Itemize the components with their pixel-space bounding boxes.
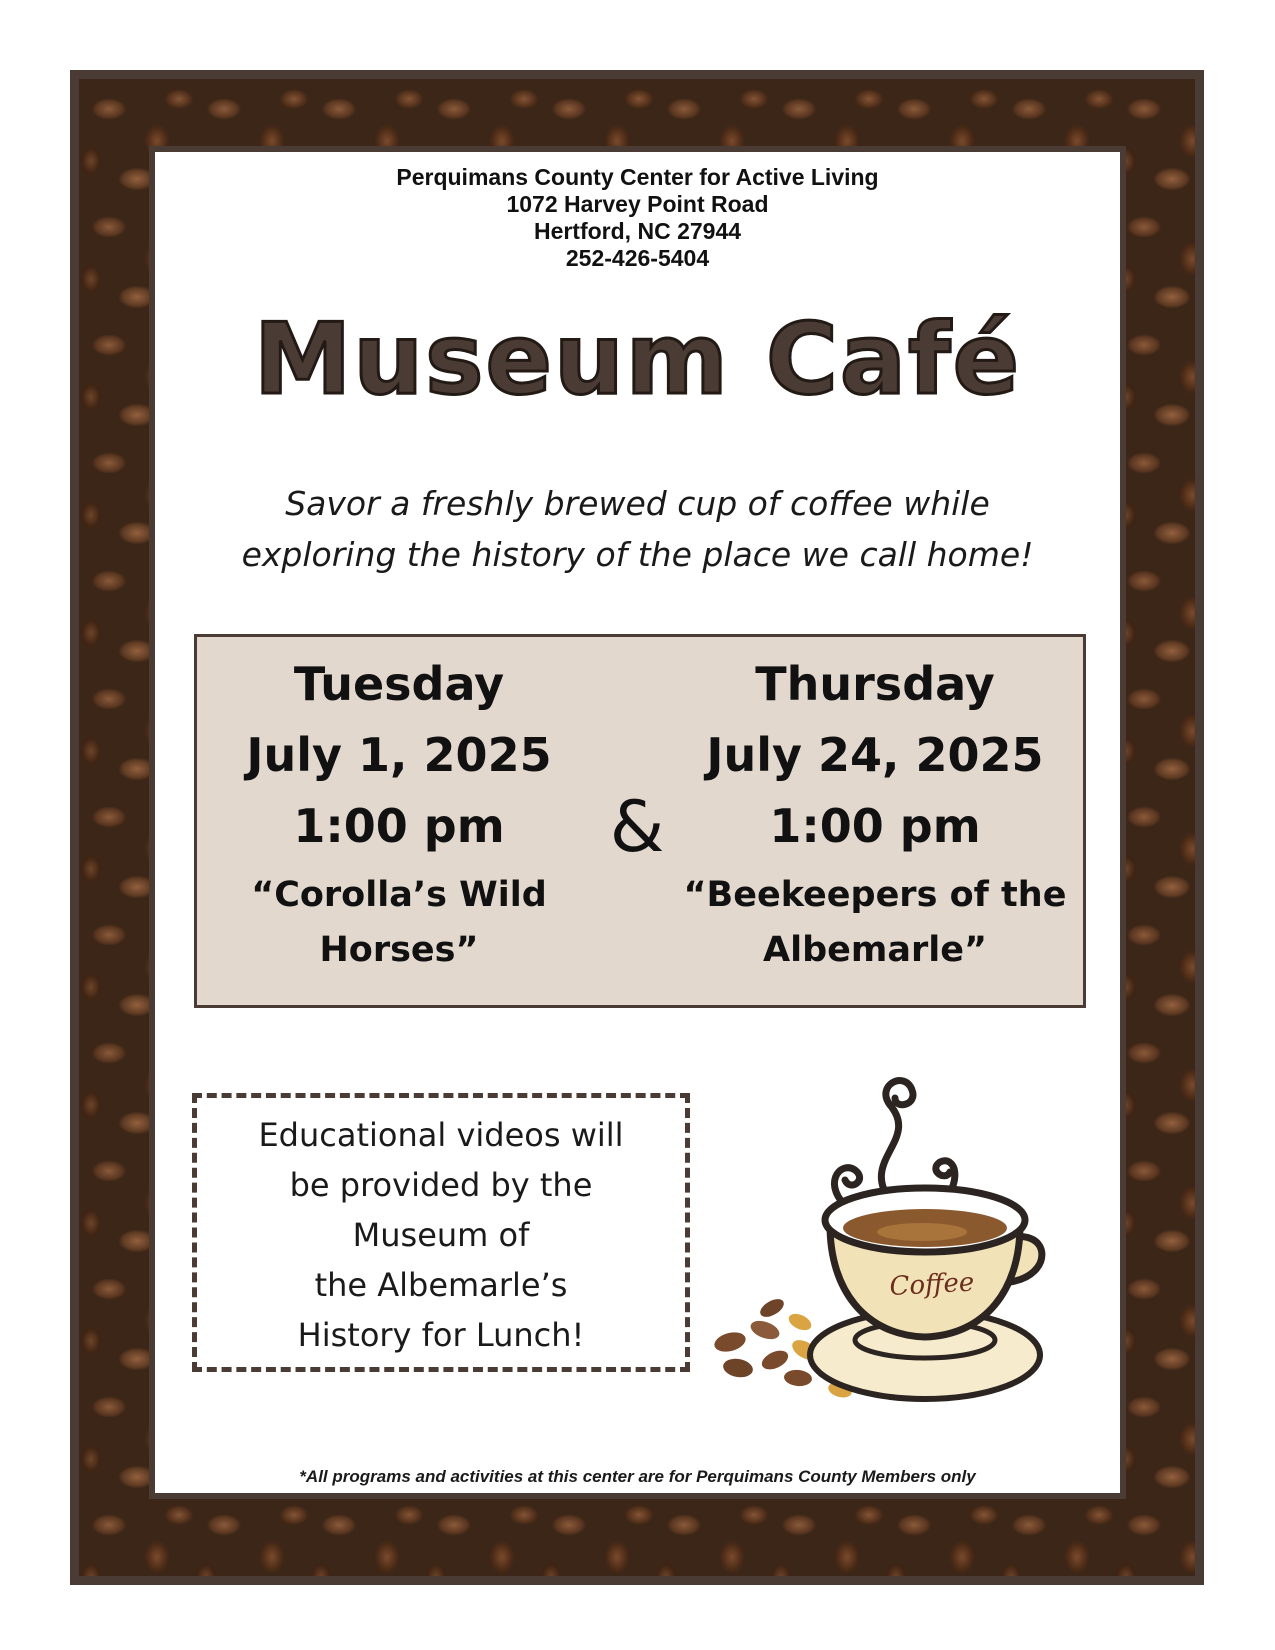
organization-name: Perquimans County Center for Active Living xyxy=(396,164,879,190)
phone-number: 252-426-5404 xyxy=(565,245,710,271)
note-line4: the Albemarle’s xyxy=(314,1266,568,1304)
page-title: Museum Café xyxy=(253,303,1022,417)
info-note-box xyxy=(192,1093,690,1372)
tagline xyxy=(149,478,1126,580)
event-time: 1:00 pm xyxy=(293,799,505,853)
footer-note: *All programs and activities at this center are for Perquimans County Members only xyxy=(299,1467,976,1486)
event-topic-line2: Horses” xyxy=(319,930,479,970)
event-topic xyxy=(209,868,589,978)
event-day: Tuesday xyxy=(293,657,505,711)
note-line5: History for Lunch! xyxy=(297,1316,585,1354)
info-note-text xyxy=(197,1110,685,1360)
event-day: Thursday xyxy=(755,657,995,711)
event-topic-line2: Albemarle” xyxy=(763,930,987,970)
event-topic-line1: “Beekeepers of the xyxy=(683,875,1067,915)
address-line1: 1072 Harvey Point Road xyxy=(506,191,769,217)
event-topic xyxy=(675,868,1075,978)
contact-header xyxy=(149,164,1126,272)
event-topic-line1: “Corolla’s Wild xyxy=(251,875,547,915)
event-time: 1:00 pm xyxy=(769,799,981,853)
coffee-cup-icon xyxy=(690,1060,1090,1430)
tagline-line1: Savor a freshly brewed cup of coffee while xyxy=(285,484,990,523)
note-line2: be provided by the xyxy=(289,1166,593,1204)
tagline-line2: exploring the history of the place we call home! xyxy=(241,535,1034,574)
ampersand: & xyxy=(609,786,665,868)
note-line3: Museum of xyxy=(352,1216,530,1254)
event-dates-box xyxy=(194,634,1086,1008)
note-line1: Educational videos will xyxy=(258,1116,624,1154)
address-line2: Hertford, NC 27944 xyxy=(533,218,742,244)
event-date: July 1, 2025 xyxy=(246,728,552,782)
event-thursday xyxy=(675,649,1075,978)
cup-label: Coffee xyxy=(888,1267,976,1302)
event-date: July 24, 2025 xyxy=(706,728,1044,782)
event-tuesday xyxy=(209,649,589,978)
